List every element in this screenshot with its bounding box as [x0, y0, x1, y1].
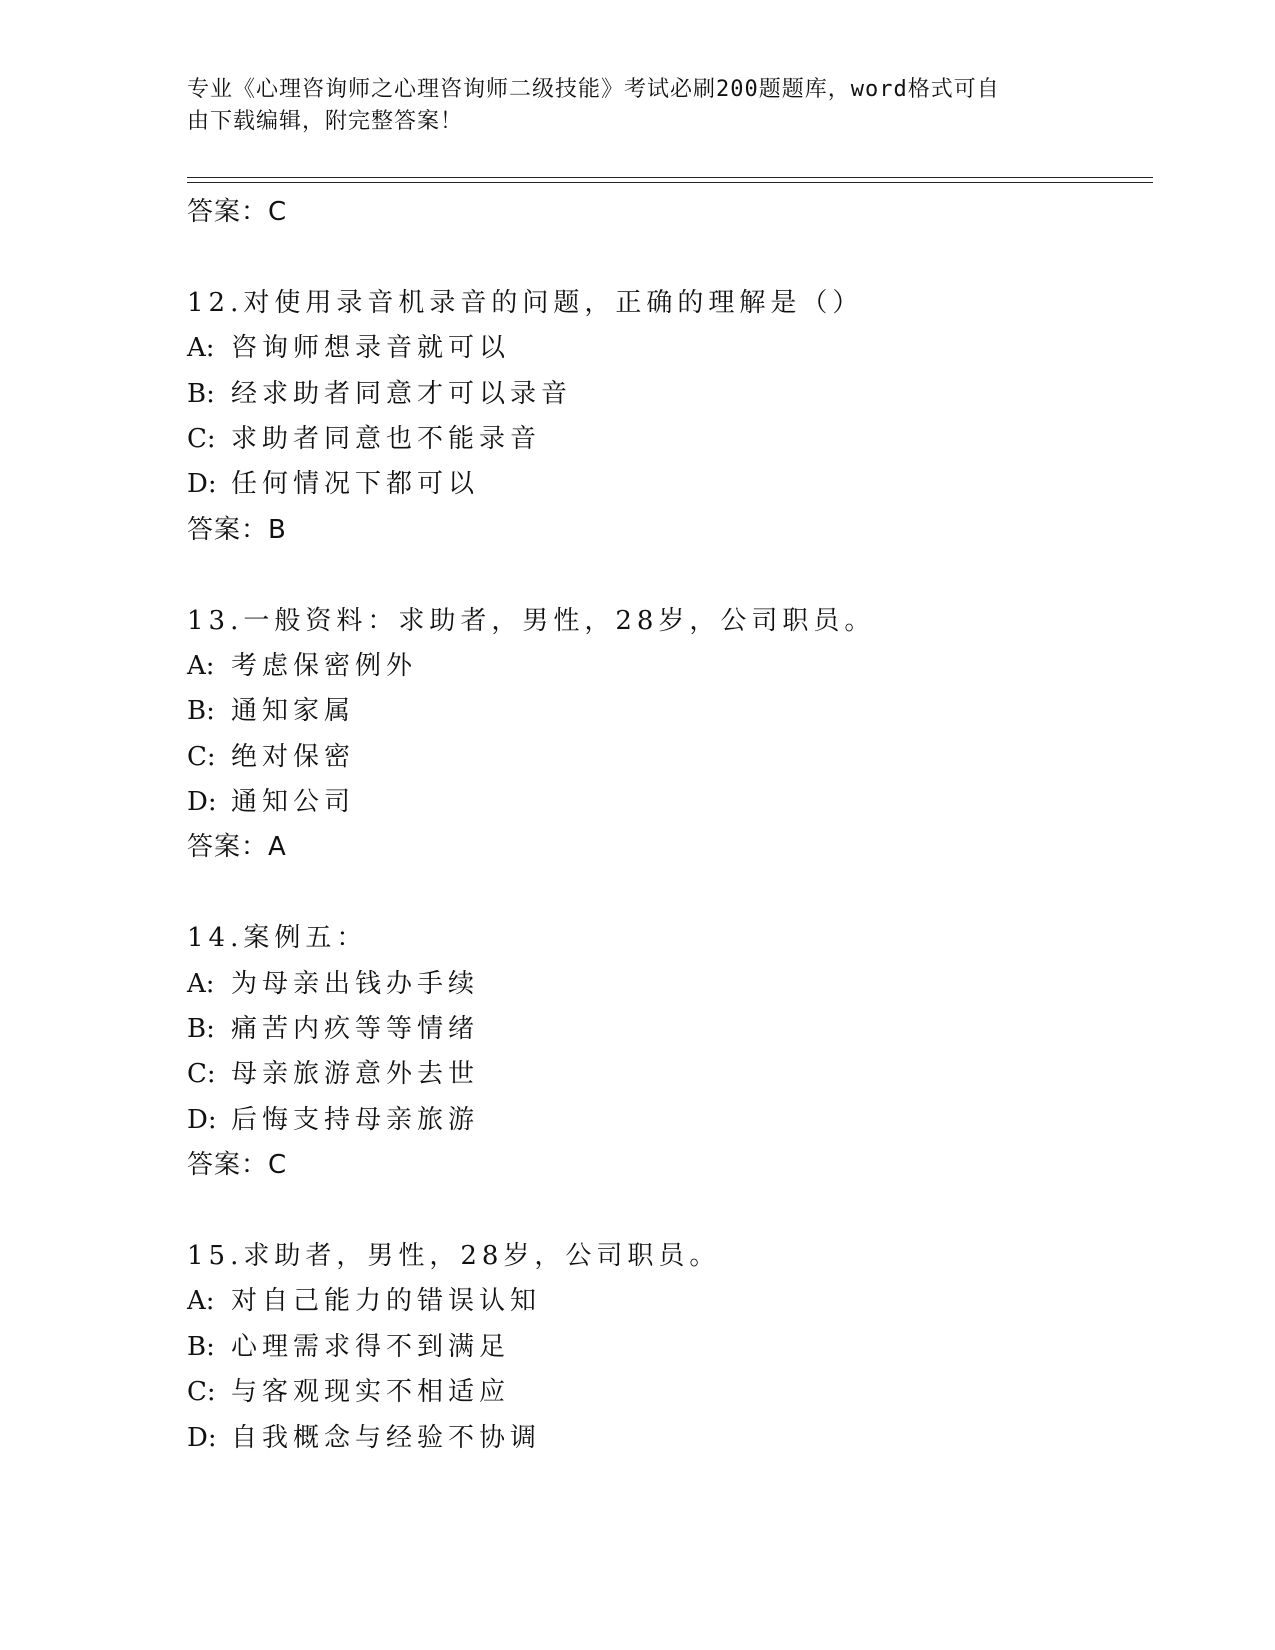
header-rule-top: [187, 177, 1153, 178]
option-label: C:: [187, 423, 216, 454]
header-line-1: 专业《心理咨询师之心理咨询师二级技能》考试必刷200题题库，word格式可自: [187, 77, 1000, 102]
spacer: [187, 553, 1153, 598]
header-rule-bottom: [187, 182, 1153, 183]
option-label: D:: [187, 1422, 217, 1453]
spacer: [187, 1189, 1153, 1234]
option-line: [187, 780, 1153, 825]
spacer: [187, 871, 1153, 916]
option-label: C:: [187, 741, 216, 772]
question-stem: 12.对使用录音机录音的问题，正确的理解是（）: [187, 287, 864, 318]
option-label: A:: [187, 650, 215, 681]
question-stem: 13.一般资料：求助者，男性，28岁，公司职员。: [187, 605, 876, 636]
option-text: 通知家属: [231, 696, 356, 727]
header-line-2: 由下载编辑，附完整答案！: [187, 109, 464, 134]
option-text: 通知公司: [231, 787, 356, 818]
option-line: [187, 644, 1153, 689]
option-line: [187, 962, 1153, 1007]
option-label: A:: [187, 968, 215, 999]
option-text: 心理需求得不到满足: [231, 1331, 511, 1362]
option-line: [187, 462, 1153, 507]
option-line: [187, 372, 1153, 417]
option-label: C:: [187, 1059, 216, 1090]
answer-line: 答案：C: [187, 1150, 288, 1181]
option-text: 痛苦内疚等等情绪: [231, 1014, 480, 1045]
answer-line: 答案：A: [187, 832, 287, 863]
option-line: [187, 1279, 1153, 1324]
option-text: 经求助者同意才可以录音: [231, 378, 573, 409]
spacer: [187, 235, 1153, 280]
option-text: 求助者同意也不能录音: [231, 423, 542, 454]
option-text: 绝对保密: [231, 741, 356, 772]
option-label: B:: [187, 378, 215, 409]
option-text: 为母亲出钱办手续: [231, 968, 480, 999]
option-line: [187, 1370, 1153, 1415]
question-stem: 15.求助者，男性，28岁，公司职员。: [187, 1240, 721, 1271]
option-label: D:: [187, 787, 217, 818]
option-text: 任何情况下都可以: [231, 469, 480, 500]
option-label: C:: [187, 1377, 216, 1408]
option-line: [187, 417, 1153, 462]
option-line: [187, 1098, 1153, 1143]
option-text: 自我概念与经验不协调: [231, 1422, 542, 1453]
document-header: [187, 74, 1067, 138]
option-line: [187, 689, 1153, 734]
option-label: B:: [187, 696, 215, 727]
option-label: D:: [187, 469, 217, 500]
option-label: B:: [187, 1014, 215, 1045]
option-text: 咨询师想录音就可以: [231, 333, 511, 364]
option-text: 母亲旅游意外去世: [231, 1059, 480, 1090]
option-label: B:: [187, 1331, 215, 1362]
question-list: [187, 190, 1153, 1461]
option-line: [187, 1325, 1153, 1370]
option-label: A:: [187, 333, 215, 364]
option-line: [187, 326, 1153, 371]
option-line: [187, 1416, 1153, 1461]
answer-line: 答案：B: [187, 514, 287, 545]
option-line: [187, 1052, 1153, 1097]
option-line: [187, 735, 1153, 780]
option-text: 对自己能力的错误认知: [231, 1286, 542, 1317]
option-line: [187, 1007, 1153, 1052]
option-label: A:: [187, 1286, 215, 1317]
answer-line: 答案：C: [187, 197, 288, 227]
option-text: 考虑保密例外: [231, 650, 418, 681]
option-text: 后悔支持母亲旅游: [231, 1104, 480, 1135]
question-stem: 14.案例五：: [187, 923, 368, 954]
option-text: 与客观现实不相适应: [231, 1377, 511, 1408]
option-label: D:: [187, 1104, 217, 1135]
